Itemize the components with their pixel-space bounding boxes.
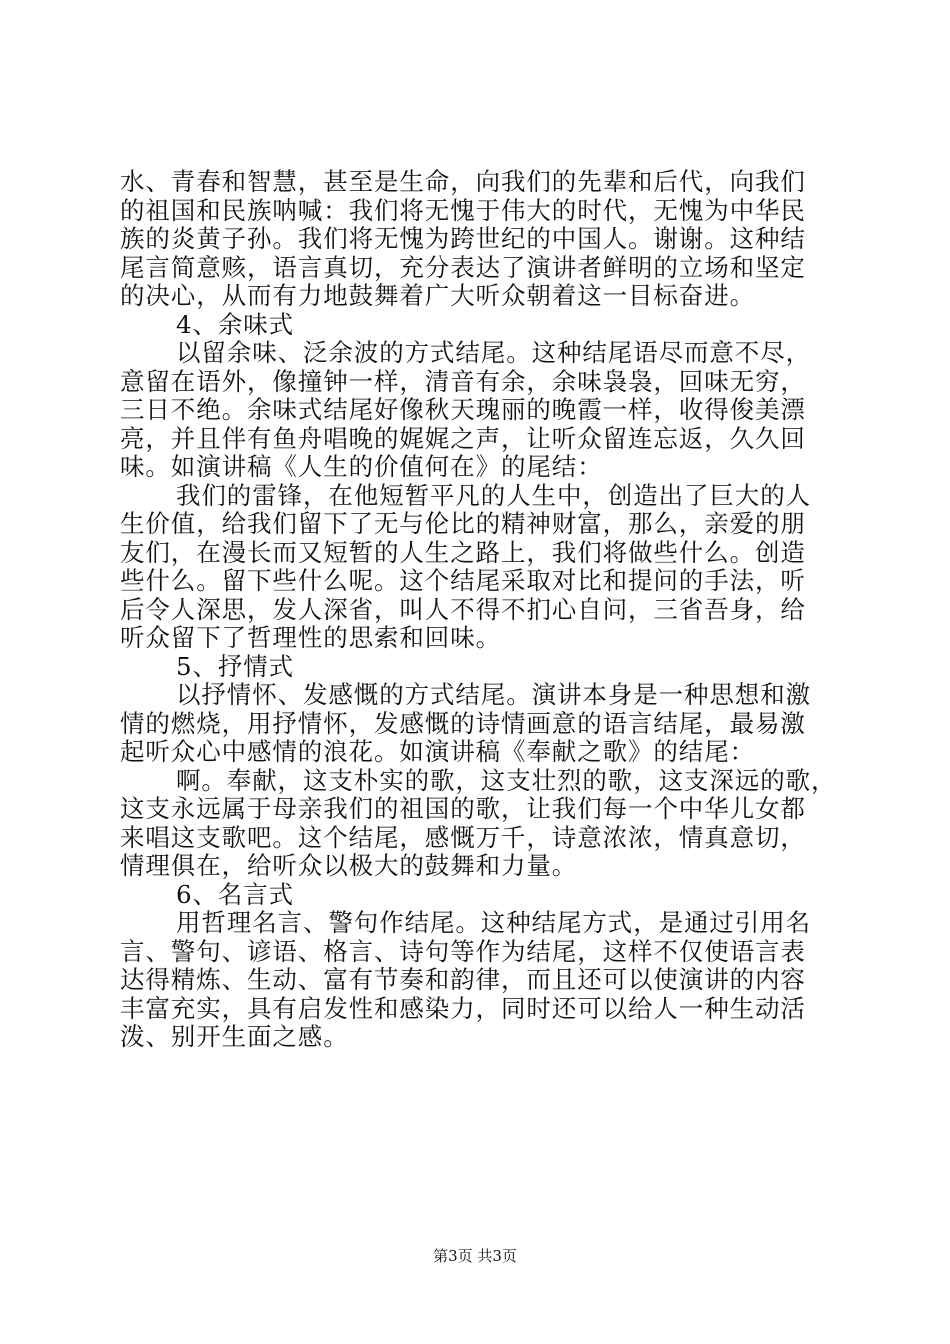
document-body: [120, 168, 840, 1052]
text-line: 三日不绝。余味式结尾好像秋天瑰丽的晚霞一样，收得俊美漂: [120, 395, 806, 424]
text-line: 起听众心中感情的浪花。如演讲稿《奉献之歌》的结尾：: [120, 737, 755, 766]
text-line: 水、青春和智慧，甚至是生命，向我们的先辈和后代，向我们: [120, 167, 806, 196]
text-line: 这支永远属于母亲我们的祖国的歌，让我们每一个中华儿女都: [120, 794, 806, 823]
text-line: 泼、别开生面之感。: [120, 1022, 349, 1051]
text-line: 听众留下了哲理性的思索和回味。: [120, 623, 501, 652]
text-line: 以留余味、泛余波的方式结尾。这种结尾语尽而意不尽，: [176, 338, 811, 367]
text-line: 尾言简意赅，语言真切，充分表达了演讲者鲜明的立场和坚定: [120, 252, 806, 282]
section-heading: 4、余味式: [176, 309, 295, 339]
text-line: 些什么。留下些什么呢。这个结尾采取对比和提问的手法，听: [120, 566, 806, 595]
text-line: 达得精炼、生动、富有节奏和韵律，而且还可以使演讲的内容: [120, 965, 806, 994]
text-line: 友们，在漫长而又短暂的人生之路上，我们将做些什么。创造: [120, 537, 806, 567]
text-line: 后令人深思，发人深省，叫人不得不扪心自问，三省吾身，给: [120, 594, 806, 624]
text-line: 生价值，给我们留下了无与伦比的精神财富，那么，亲爱的朋: [120, 509, 806, 538]
page-footer: [0, 1246, 950, 1266]
page-number-label: 第3页 共3页: [433, 1247, 517, 1265]
text-line: 情的燃烧，用抒情怀，发感慨的诗情画意的语言结尾，最易激: [120, 708, 806, 738]
text-line: 用哲理名言、警句作结尾。这种结尾方式，是通过引用名: [176, 908, 811, 937]
text-line: 族的炎黄子孙。我们将无愧为跨世纪的中国人。谢谢。这种结: [120, 224, 806, 253]
text-line: 的决心，从而有力地鼓舞着广大听众朝着这一目标奋进。: [120, 281, 755, 310]
text-line: 丰富充实，具有启发性和感染力，同时还可以给人一种生动活: [120, 993, 806, 1023]
text-line: 意留在语外，像撞钟一样，清音有余，余味袅袅，回味无穷，: [120, 366, 806, 396]
text-line: 情理俱在，给听众以极大的鼓舞和力量。: [120, 851, 578, 880]
text-line: 啊。奉献，这支朴实的歌，这支壮烈的歌，这支深远的歌，: [176, 765, 837, 795]
text-line: 亮，并且伴有鱼舟唱晚的娓娓之声，让听众留连忘返，久久回: [120, 423, 806, 453]
text-line: 味。如演讲稿《人生的价值何在》的尾结：: [120, 452, 603, 481]
text-line: 来唱这支歌吧。这个结尾，感慨万千，诗意浓浓，情真意切，: [120, 822, 806, 852]
section-heading: 6、名言式: [176, 879, 295, 909]
section-heading: 5、抒情式: [176, 651, 295, 681]
text-line: 的祖国和民族呐喊：我们将无愧于伟大的时代，无愧为中华民: [120, 195, 806, 225]
text-line: 以抒情怀、发感慨的方式结尾。演讲本身是一种思想和激: [176, 680, 811, 709]
text-line: 我们的雷锋，在他短暂平凡的人生中，创造出了巨大的人: [176, 480, 811, 510]
text-line: 言、警句、谚语、格言、诗句等作为结尾，这样不仅使语言表: [120, 936, 806, 966]
